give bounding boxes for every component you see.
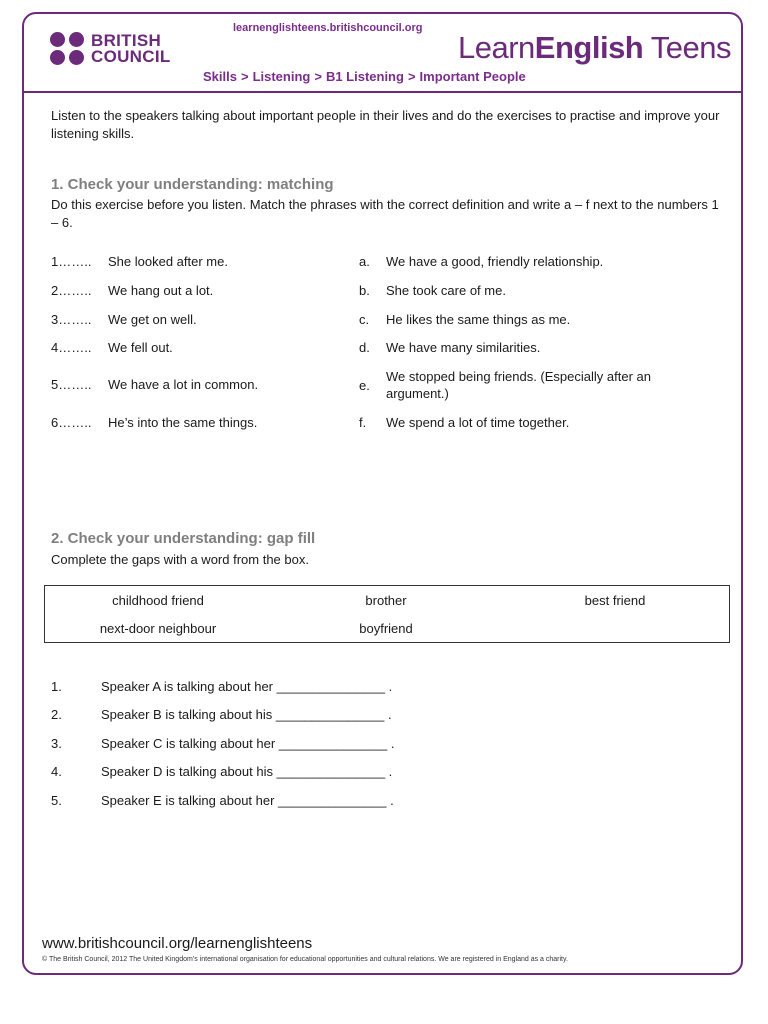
word-childhood-friend: childhood friend (112, 593, 204, 608)
match-right-text-f: We spend a lot of time together. (386, 415, 570, 430)
match-right-letter-d: d. (359, 340, 370, 355)
footer-copyright: © The British Council, 2012 The United Kingdom’s international organisation for educational opportunities and cultural relations. We are registered in England as a charity. (42, 956, 568, 963)
match-right-text-d: We have many similarities. (386, 340, 541, 355)
gap-item-3[interactable]: Speaker C is talking about her _______________ . (101, 736, 395, 751)
section1-instruction: Do this exercise before you listen. Match the phrases with the correct definition and write a – f next to the numbers 1 – 6. (51, 197, 719, 230)
section1-heading: 1. Check your understanding: matching (51, 176, 334, 193)
match-left-text-5: We have a lot in common. (108, 377, 259, 392)
british-council-dots-icon (50, 32, 85, 65)
breadcrumb-important-people[interactable]: Important People (419, 69, 526, 84)
match-left-1: 1…….. (51, 254, 92, 269)
breadcrumb-b1-listening[interactable]: B1 Listening (325, 69, 404, 84)
breadcrumb-listening[interactable]: Listening (252, 69, 311, 84)
gap-num-4: 4. (51, 764, 62, 779)
match-right-letter-b: b. (359, 283, 370, 298)
gap-item-2[interactable]: Speaker B is talking about his _______________ . (101, 707, 392, 722)
match-left-6: 6…….. (51, 415, 92, 430)
logo-line-1: BRITISH (91, 30, 162, 50)
gap-item-5[interactable]: Speaker E is talking about her _______________ . (101, 793, 394, 808)
british-council-logo[interactable] (50, 32, 171, 65)
match-left-4: 4…….. (51, 340, 92, 355)
logo-teens: Teens (643, 30, 732, 65)
match-left-text-1: She looked after me. (108, 254, 228, 269)
match-left-text-4: We fell out. (108, 340, 173, 355)
match-left-text-3: We get on well. (108, 312, 197, 327)
match-right-text-a: We have a good, friendly relationship. (386, 254, 604, 269)
match-left-text-6: He’s into the same things. (108, 415, 258, 430)
breadcrumb: Skills > Listening > B1 Listening > Important People (203, 69, 526, 84)
logo-learn: Learn (458, 30, 535, 65)
section2-instruction: Complete the gaps with a word from the box. (51, 552, 309, 567)
match-left-3: 3…….. (51, 312, 92, 327)
gap-num-3: 3. (51, 736, 62, 751)
word-box (44, 585, 730, 643)
match-right-letter-f: f. (359, 415, 367, 430)
page-frame (22, 12, 743, 975)
gap-num-5: 5. (51, 793, 62, 808)
word-next-door-neighbour: next-door neighbour (99, 621, 217, 636)
logo-english: English (534, 30, 644, 65)
match-right-text-b: She took care of me. (386, 283, 506, 298)
gap-num-1: 1. (51, 679, 62, 694)
logo-line-2: COUNCIL (91, 46, 171, 66)
header-divider (24, 91, 741, 93)
word-brother: brother (365, 593, 407, 608)
match-right-text-c: He likes the same things as me. (386, 312, 571, 327)
gap-num-2: 2. (51, 707, 62, 722)
match-right-letter-e: e. (359, 378, 370, 393)
match-left-2: 2…….. (51, 283, 92, 298)
intro-text: Listen to the speakers talking about important people in their lives and do the exercises to practise and improve your listening skills. (51, 108, 720, 141)
footer-url[interactable]: www.britishcouncil.org/learnenglishteens (42, 935, 313, 952)
breadcrumb-skills[interactable]: Skills (203, 69, 237, 84)
header-url[interactable]: learnenglishteens.britishcouncil.org (233, 22, 423, 34)
word-boyfriend: boyfriend (359, 621, 413, 636)
gap-item-1[interactable]: Speaker A is talking about her _______________ . (101, 679, 393, 694)
match-left-text-2: We hang out a lot. (108, 283, 214, 298)
learnenglish-teens-logo[interactable] (458, 30, 731, 66)
word-best-friend: best friend (584, 593, 646, 608)
match-right-letter-a: a. (359, 254, 370, 269)
match-right-letter-c: c. (359, 312, 370, 327)
match-left-5: 5…….. (51, 377, 92, 392)
match-right-text-e: We stopped being friends. (Especially after an argument.) (386, 369, 651, 401)
section2-heading: 2. Check your understanding: gap fill (51, 530, 316, 547)
gap-item-4[interactable]: Speaker D is talking about his _______________ . (101, 764, 393, 779)
